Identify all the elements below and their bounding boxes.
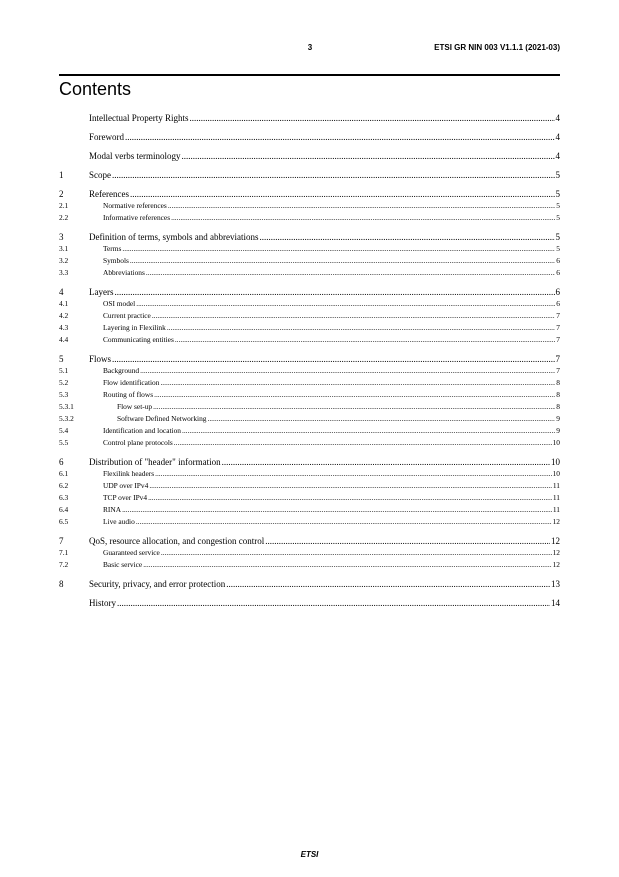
toc-entry-label: Layering in Flexilink — [103, 323, 166, 332]
toc-entry-label: Flow identification — [103, 378, 160, 387]
toc-dot-leader — [160, 377, 555, 389]
toc-entry-label: Control plane protocols — [103, 438, 173, 447]
toc-dot-leader — [168, 200, 555, 212]
toc-entry-number: 2.1 — [59, 201, 69, 210]
toc-dot-leader — [154, 389, 555, 401]
toc-entry[interactable] — [59, 413, 560, 425]
toc-entry-page: 9 — [556, 426, 560, 435]
toc-dot-leader — [125, 131, 555, 143]
toc-entry-number: 1 — [59, 170, 64, 180]
toc-dot-leader — [112, 353, 554, 365]
table-of-contents — [59, 112, 560, 609]
toc-entry[interactable] — [59, 231, 560, 243]
toc-entry-number: 7.1 — [59, 548, 69, 557]
toc-entry-page: 5 — [555, 232, 560, 242]
toc-entry-number: 6.4 — [59, 505, 69, 514]
toc-entry-number: 3 — [59, 232, 64, 242]
toc-entry[interactable] — [59, 480, 560, 492]
toc-entry-label: Abbreviations — [103, 268, 145, 277]
toc-dot-leader — [146, 267, 555, 279]
toc-dot-leader — [153, 401, 555, 413]
toc-entry[interactable] — [59, 597, 560, 609]
toc-entry-label: Intellectual Property Rights — [89, 113, 189, 123]
toc-entry-number: 5.5 — [59, 438, 69, 447]
toc-dot-leader — [175, 334, 555, 346]
toc-dot-leader — [167, 322, 555, 334]
toc-entry[interactable] — [59, 353, 560, 365]
toc-dot-leader — [122, 504, 552, 516]
toc-entry-label: Live audio — [103, 517, 135, 526]
page-number: 3 — [307, 43, 313, 52]
toc-entry-label: Foreword — [89, 132, 124, 142]
toc-entry-page: 14 — [551, 598, 560, 608]
toc-entry-page: 12 — [551, 536, 560, 546]
toc-entry-label: QoS, resource allocation, and congestion control — [89, 536, 265, 546]
toc-entry-page: 12 — [552, 517, 560, 526]
toc-entry-page: 7 — [556, 335, 560, 344]
toc-entry[interactable] — [59, 547, 560, 559]
toc-entry[interactable] — [59, 267, 560, 279]
toc-entry-label: Modal verbs terminology — [89, 151, 181, 161]
toc-entry-page: 8 — [556, 402, 560, 411]
toc-entry[interactable] — [59, 504, 560, 516]
toc-entry-page: 6 — [555, 287, 560, 297]
toc-entry[interactable] — [59, 559, 560, 571]
toc-dot-leader — [189, 112, 554, 124]
toc-entry-number: 5.4 — [59, 426, 69, 435]
toc-entry[interactable] — [59, 310, 560, 322]
toc-entry[interactable] — [59, 468, 560, 480]
toc-entry-page: 5 — [556, 213, 560, 222]
toc-entry-label: Layers — [89, 287, 114, 297]
toc-entry-number: 5 — [59, 354, 64, 364]
toc-entry-number: 6.2 — [59, 481, 69, 490]
toc-entry-page: 6 — [556, 299, 560, 308]
toc-entry-number: 8 — [59, 579, 64, 589]
toc-entry[interactable] — [59, 243, 560, 255]
toc-dot-leader — [182, 150, 555, 162]
toc-entry-page: 8 — [556, 390, 560, 399]
toc-dot-leader — [182, 425, 555, 437]
toc-entry-label: Flow set-up — [117, 402, 153, 411]
toc-entry-label: TCP over IPv4 — [103, 493, 148, 502]
toc-entry-number: 2 — [59, 189, 64, 199]
toc-entry-number: 4 — [59, 287, 64, 297]
toc-entry-label: Informative references — [103, 213, 171, 222]
toc-entry-page: 5 — [556, 201, 560, 210]
toc-dot-leader — [171, 212, 555, 224]
toc-dot-leader — [265, 535, 550, 547]
toc-entry-label: Flows — [89, 354, 112, 364]
toc-entry[interactable] — [59, 200, 560, 212]
toc-dot-leader — [174, 437, 552, 449]
toc-entry[interactable] — [59, 456, 560, 468]
toc-entry-page: 7 — [556, 323, 560, 332]
toc-entry[interactable] — [59, 212, 560, 224]
toc-dot-leader — [140, 365, 555, 377]
toc-entry-page: 10 — [552, 438, 560, 447]
toc-entry-label: UDP over IPv4 — [103, 481, 149, 490]
toc-dot-leader — [115, 286, 555, 298]
toc-entry-label: Security, privacy, and error protection — [89, 579, 226, 589]
toc-entry-page: 4 — [555, 151, 560, 161]
toc-entry[interactable] — [59, 150, 560, 162]
toc-dot-leader — [161, 547, 552, 559]
toc-entry[interactable] — [59, 425, 560, 437]
toc-entry[interactable] — [59, 112, 560, 124]
toc-dot-leader — [130, 188, 555, 200]
toc-entry-label: OSI model — [103, 299, 136, 308]
toc-entry-label: Definition of terms, symbols and abbreviations — [89, 232, 259, 242]
toc-entry-number: 5.3.1 — [59, 402, 74, 411]
toc-entry-label: Software Defined Networking — [117, 414, 207, 423]
toc-entry-label: RINA — [103, 505, 122, 514]
toc-dot-leader — [117, 597, 550, 609]
toc-entry-page: 11 — [552, 481, 560, 490]
toc-entry-page: 5 — [556, 244, 560, 253]
toc-entry-page: 12 — [552, 560, 560, 569]
toc-entry-page: 12 — [552, 548, 560, 557]
toc-entry[interactable] — [59, 322, 560, 334]
toc-entry-page: 4 — [555, 132, 560, 142]
toc-entry-label: Distribution of "header" information — [89, 457, 221, 467]
toc-entry[interactable] — [59, 535, 560, 547]
toc-entry[interactable] — [59, 334, 560, 346]
toc-entry-label: Routing of flows — [103, 390, 154, 399]
toc-entry-label: Normative references — [103, 201, 167, 210]
toc-entry-page: 4 — [555, 113, 560, 123]
toc-entry-number: 4.3 — [59, 323, 69, 332]
toc-entry-label: Guaranteed service — [103, 548, 160, 557]
toc-entry[interactable] — [59, 298, 560, 310]
toc-entry[interactable] — [59, 365, 560, 377]
toc-entry-number: 5.3 — [59, 390, 69, 399]
toc-entry-label: Scope — [89, 170, 111, 180]
toc-entry[interactable] — [59, 492, 560, 504]
toc-entry[interactable] — [59, 389, 560, 401]
toc-entry-number: 6 — [59, 457, 64, 467]
toc-entry-number: 3.1 — [59, 244, 69, 253]
toc-entry-page: 10 — [552, 469, 560, 478]
toc-entry-page: 9 — [556, 414, 560, 423]
toc-dot-leader — [112, 169, 555, 181]
toc-entry-page: 5 — [555, 189, 560, 199]
toc-entry-number: 4.2 — [59, 311, 69, 320]
toc-entry-label: References — [89, 189, 129, 199]
toc-entry[interactable] — [59, 377, 560, 389]
toc-entry-number: 4.1 — [59, 299, 69, 308]
toc-dot-leader — [259, 231, 554, 243]
toc-entry-number: 6.5 — [59, 517, 69, 526]
toc-entry-number: 3.2 — [59, 256, 69, 265]
toc-entry-label: Flexilink headers — [103, 469, 155, 478]
toc-entry-number: 5.3.2 — [59, 414, 74, 423]
toc-entry[interactable] — [59, 169, 560, 181]
toc-entry[interactable] — [59, 188, 560, 200]
toc-entry-number: 6.3 — [59, 493, 69, 502]
toc-entry-number: 7 — [59, 536, 64, 546]
toc-entry-number: 7.2 — [59, 560, 69, 569]
toc-entry-label: Basic service — [103, 560, 143, 569]
toc-entry-page: 8 — [556, 378, 560, 387]
toc-entry-page: 11 — [552, 505, 560, 514]
toc-entry-number: 6.1 — [59, 469, 69, 478]
toc-dot-leader — [143, 559, 551, 571]
toc-dot-leader — [148, 492, 552, 504]
toc-entry-number: 5.2 — [59, 378, 69, 387]
toc-entry-page: 6 — [556, 256, 560, 265]
toc-entry-number: 3.3 — [59, 268, 69, 277]
toc-entry-page: 7 — [555, 354, 560, 364]
toc-dot-leader — [152, 310, 555, 322]
toc-entry[interactable] — [59, 401, 560, 413]
toc-entry-page: 6 — [556, 268, 560, 277]
toc-entry[interactable] — [59, 255, 560, 267]
toc-entry[interactable] — [59, 286, 560, 298]
toc-dot-leader — [122, 243, 555, 255]
toc-entry-number: 4.4 — [59, 335, 69, 344]
toc-entry-number: 5.1 — [59, 366, 69, 375]
toc-dot-leader — [222, 456, 550, 468]
toc-dot-leader — [136, 298, 555, 310]
toc-entry-page: 5 — [555, 170, 560, 180]
toc-dot-leader — [207, 413, 555, 425]
toc-entry-label: Symbols — [103, 256, 129, 265]
toc-entry-page: 10 — [551, 457, 560, 467]
toc-entry-label: History — [89, 598, 116, 608]
header-rule — [59, 74, 560, 76]
toc-dot-leader — [226, 578, 550, 590]
toc-entry-page: 7 — [556, 366, 560, 375]
toc-dot-leader — [136, 516, 552, 528]
toc-dot-leader — [149, 480, 552, 492]
toc-entry-page: 11 — [552, 493, 560, 502]
toc-entry[interactable] — [59, 131, 560, 143]
toc-entry-label: Current practice — [103, 311, 151, 320]
toc-entry[interactable] — [59, 516, 560, 528]
footer-etsi: ETSI — [300, 850, 319, 859]
toc-entry[interactable] — [59, 437, 560, 449]
toc-entry-page: 13 — [551, 579, 560, 589]
toc-entry-label: Identification and location — [103, 426, 181, 435]
toc-entry[interactable] — [59, 578, 560, 590]
toc-dot-leader — [155, 468, 552, 480]
toc-entry-label: Terms — [103, 244, 122, 253]
toc-entry-label: Background — [103, 366, 140, 375]
toc-dot-leader — [130, 255, 555, 267]
document-reference: ETSI GR NIN 003 V1.1.1 (2021-03) — [434, 43, 560, 52]
toc-entry-number: 2.2 — [59, 213, 69, 222]
toc-entry-page: 7 — [556, 311, 560, 320]
page-title: Contents — [59, 79, 132, 99]
toc-entry-label: Communicating entities — [103, 335, 174, 344]
